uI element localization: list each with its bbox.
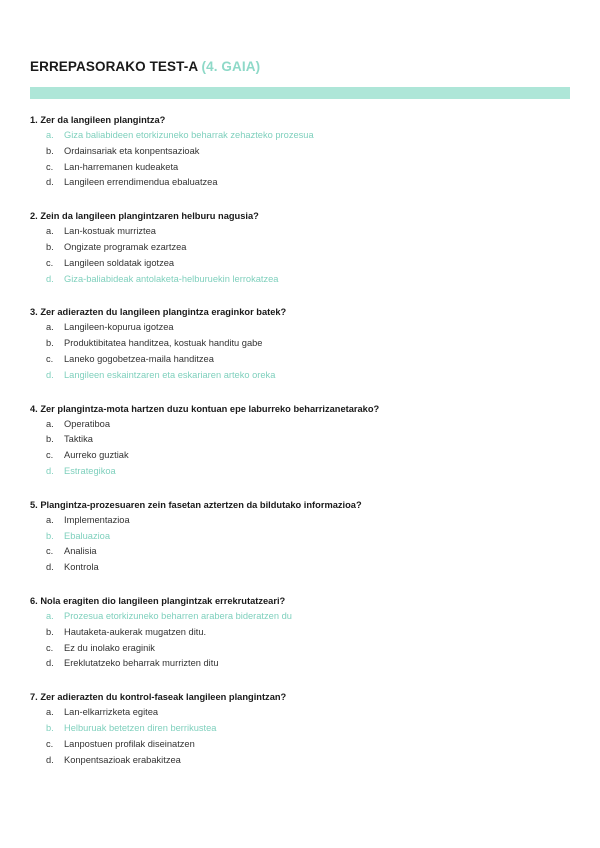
question-block [30, 498, 570, 576]
question-list [30, 113, 570, 786]
answer-option-correct [30, 368, 570, 384]
answer-option-correct [30, 529, 570, 545]
option-text: Giza-baliabideak antolaketa-helburuekin lerrokatzea [64, 273, 279, 284]
option-letter: c. [46, 546, 54, 557]
question-text: 7. Zer adierazten du kontrol-faseak langileen plangintzan? [30, 692, 287, 703]
answer-option [30, 641, 570, 657]
answer-option [30, 175, 570, 191]
option-text: Lan-harremanen kudeaketa [64, 161, 179, 172]
answer-option [30, 560, 570, 576]
option-letter: c. [46, 642, 54, 653]
option-text: Kontrola [64, 562, 99, 573]
answer-option [30, 336, 570, 352]
question-block [30, 305, 570, 383]
option-letter: b. [46, 722, 54, 733]
option-letter: b. [46, 530, 54, 541]
option-text: Ereklutatzeko beharrak murrizten ditu [64, 658, 219, 669]
option-letter: a. [46, 130, 54, 140]
option-letter: a. [46, 322, 54, 333]
answer-option [30, 705, 570, 721]
option-letter: d. [46, 658, 54, 669]
option-text: Ongizate programak ezartzea [64, 241, 187, 252]
option-text: Giza baliabideen etorkizuneko beharrak zehazteko prozesua [64, 130, 314, 140]
option-letter: b. [46, 338, 54, 349]
option-text: Produktibitatea handitzea, kostuak handitu gabe [64, 338, 263, 349]
question-text: 6. Nola eragiten dio langileen plangintzak errekrutatzeari? [30, 595, 286, 606]
page-title [30, 59, 260, 74]
answer-option [30, 352, 570, 368]
option-text: Taktika [64, 434, 93, 445]
answer-option [30, 544, 570, 560]
option-text: Operatiboa [64, 418, 110, 429]
option-text: Langileen eskaintzaren eta eskariaren arteko oreka [64, 369, 276, 380]
answer-option [30, 448, 570, 464]
option-text: Prozesua etorkizuneko beharren arabera bideratzen du [64, 610, 292, 621]
answer-option-correct [30, 609, 570, 625]
option-letter: d. [46, 754, 54, 765]
option-letter: d. [46, 177, 54, 188]
option-letter: d. [46, 562, 54, 573]
option-text: Helburuak betetzen diren berrikustea [64, 722, 217, 733]
option-text: Implementazioa [64, 514, 130, 525]
answer-option [30, 432, 570, 448]
option-letter: c. [46, 738, 54, 749]
option-text: Laneko gogobetzea-maila handitzea [64, 353, 214, 364]
answer-option-correct [30, 272, 570, 288]
option-letter: b. [46, 626, 54, 637]
question-block [30, 594, 570, 672]
option-text: Lan-elkarrizketa egitea [64, 707, 159, 718]
option-text: Hautaketa-aukerak mugatzen ditu. [64, 626, 207, 637]
answer-option [30, 256, 570, 272]
option-letter: d. [46, 369, 54, 380]
option-text: Ebaluazioa [64, 530, 111, 541]
option-letter: c. [46, 257, 54, 268]
answer-option-correct [30, 721, 570, 737]
option-text: Lanpostuen profilak diseinatzen [64, 738, 195, 749]
option-letter: a. [46, 226, 54, 237]
option-letter: c. [46, 161, 54, 172]
option-letter: b. [46, 145, 54, 156]
option-text: Ez du inolako eraginik [64, 642, 155, 653]
title-main: ERREPASORAKO TEST-A [30, 59, 198, 74]
option-text: Ordainsariak eta konpentsazioak [64, 145, 200, 156]
answer-option [30, 320, 570, 336]
option-text: Langileen-kopurua igotzea [64, 322, 174, 333]
option-text: Estrategikoa [64, 465, 116, 476]
question-block [30, 402, 570, 480]
option-letter: a. [46, 514, 54, 525]
option-text: Konpentsazioak erabakitzea [64, 754, 181, 765]
question-block [30, 113, 570, 191]
option-text: Langileen soldatak igotzea [64, 257, 175, 268]
question-block [30, 690, 570, 768]
answer-option [30, 625, 570, 641]
option-letter: b. [46, 434, 54, 445]
option-text: Aurreko guztiak [64, 450, 129, 461]
answer-option [30, 417, 570, 433]
option-letter: c. [46, 450, 54, 461]
answer-option [30, 240, 570, 256]
option-letter: a. [46, 418, 54, 429]
header-band [30, 87, 570, 99]
question-text: 3. Zer adierazten du langileen plangintza eraginkor batek? [30, 307, 287, 318]
question-text: 1. Zer da langileen plangintza? [30, 115, 166, 125]
option-letter: c. [46, 353, 54, 364]
option-letter: d. [46, 273, 54, 284]
answer-option [30, 753, 570, 769]
option-text: Analisia [64, 546, 97, 557]
option-letter: d. [46, 465, 54, 476]
title-subtitle: (4. GAIA) [201, 59, 261, 74]
option-letter: a. [46, 707, 54, 718]
answer-option [30, 737, 570, 753]
answer-option [30, 656, 570, 672]
option-text: Lan-kostuak murriztea [64, 226, 156, 237]
answer-option [30, 224, 570, 240]
question-block [30, 209, 570, 287]
answer-option [30, 144, 570, 160]
answer-option [30, 160, 570, 176]
question-text: 2. Zein da langileen plangintzaren helburu nagusia? [30, 211, 259, 222]
answer-option-correct [30, 128, 570, 144]
option-text: Langileen errendimendua ebaluatzea [64, 177, 218, 188]
question-text: 4. Zer plangintza-mota hartzen duzu kontuan epe laburreko beharrizanetarako? [30, 403, 380, 414]
answer-option [30, 513, 570, 529]
option-letter: a. [46, 610, 54, 621]
answer-option-correct [30, 464, 570, 480]
question-text: 5. Plangintza-prozesuaren zein fasetan aztertzen da bildutako informazioa? [30, 499, 362, 510]
option-letter: b. [46, 241, 54, 252]
